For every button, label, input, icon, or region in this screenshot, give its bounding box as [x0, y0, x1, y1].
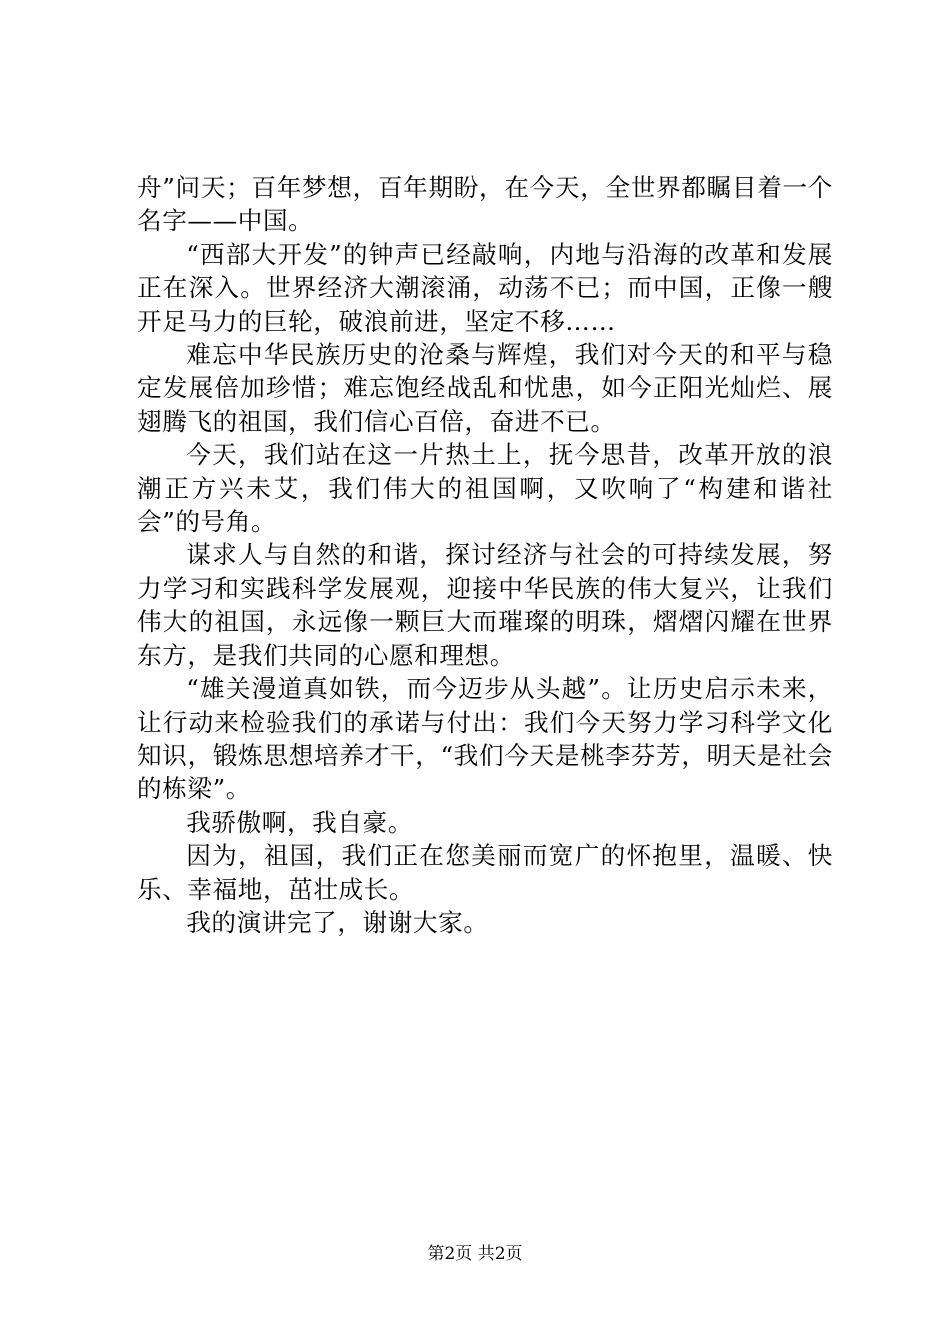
paragraph: 难忘中华民族历史的沧桑与辉煌，我们对今天的和平与稳定发展倍加珍惜；难忘饱经战乱和忧患，如今正阳光灿烂、展翅腾飞的祖国，我们信心百倍，奋进不已。: [137, 340, 833, 436]
paragraph: 因为，祖国，我们正在您美丽而宽广的怀抱里，温暖、快乐、幸福地，茁壮成长。: [137, 841, 833, 904]
paragraph: 谋求人与自然的和谐，探讨经济与社会的可持续发展，努力学习和实践科学发展观，迎接中华民族的伟大复兴，让我们伟大的祖国，永远像一颗巨大而璀璨的明珠，熠熠闪耀在世界东方，是我们共同的心愿和理想。: [137, 540, 833, 670]
page-footer: 第2页 共2页: [427, 1244, 523, 1264]
paragraph: “雄关漫道真如铁，而今迈步从头越”。让历史启示未来，让行动来检验我们的承诺与付出：我们今天努力学习科学文化知识，锻炼思想培养才干，“我们今天是桃李芬芳，明天是社会的栋梁”。: [137, 674, 833, 804]
paragraph: 我骄傲啊，我自豪。: [186, 807, 413, 837]
document-body: [137, 171, 833, 939]
paragraph: 我的演讲完了，谢谢大家。: [186, 907, 489, 937]
paragraph-continuation: 舟”问天；百年梦想，百年期盼，在今天，全世界都瞩目着一个名字——中国。: [137, 173, 833, 236]
paragraph: 今天，我们站在这一片热土上，抚今思昔，改革开放的浪潮正方兴未艾，我们伟大的祖国啊，又吹响了“构建和谐社会”的号角。: [137, 440, 833, 537]
paragraph: “西部大开发”的钟声已经敲响，内地与沿海的改革和发展正在深入。世界经济大潮滚涌，动荡不已；而中国，正像一艘开足马力的巨轮，破浪前进，坚定不移……: [137, 239, 833, 336]
